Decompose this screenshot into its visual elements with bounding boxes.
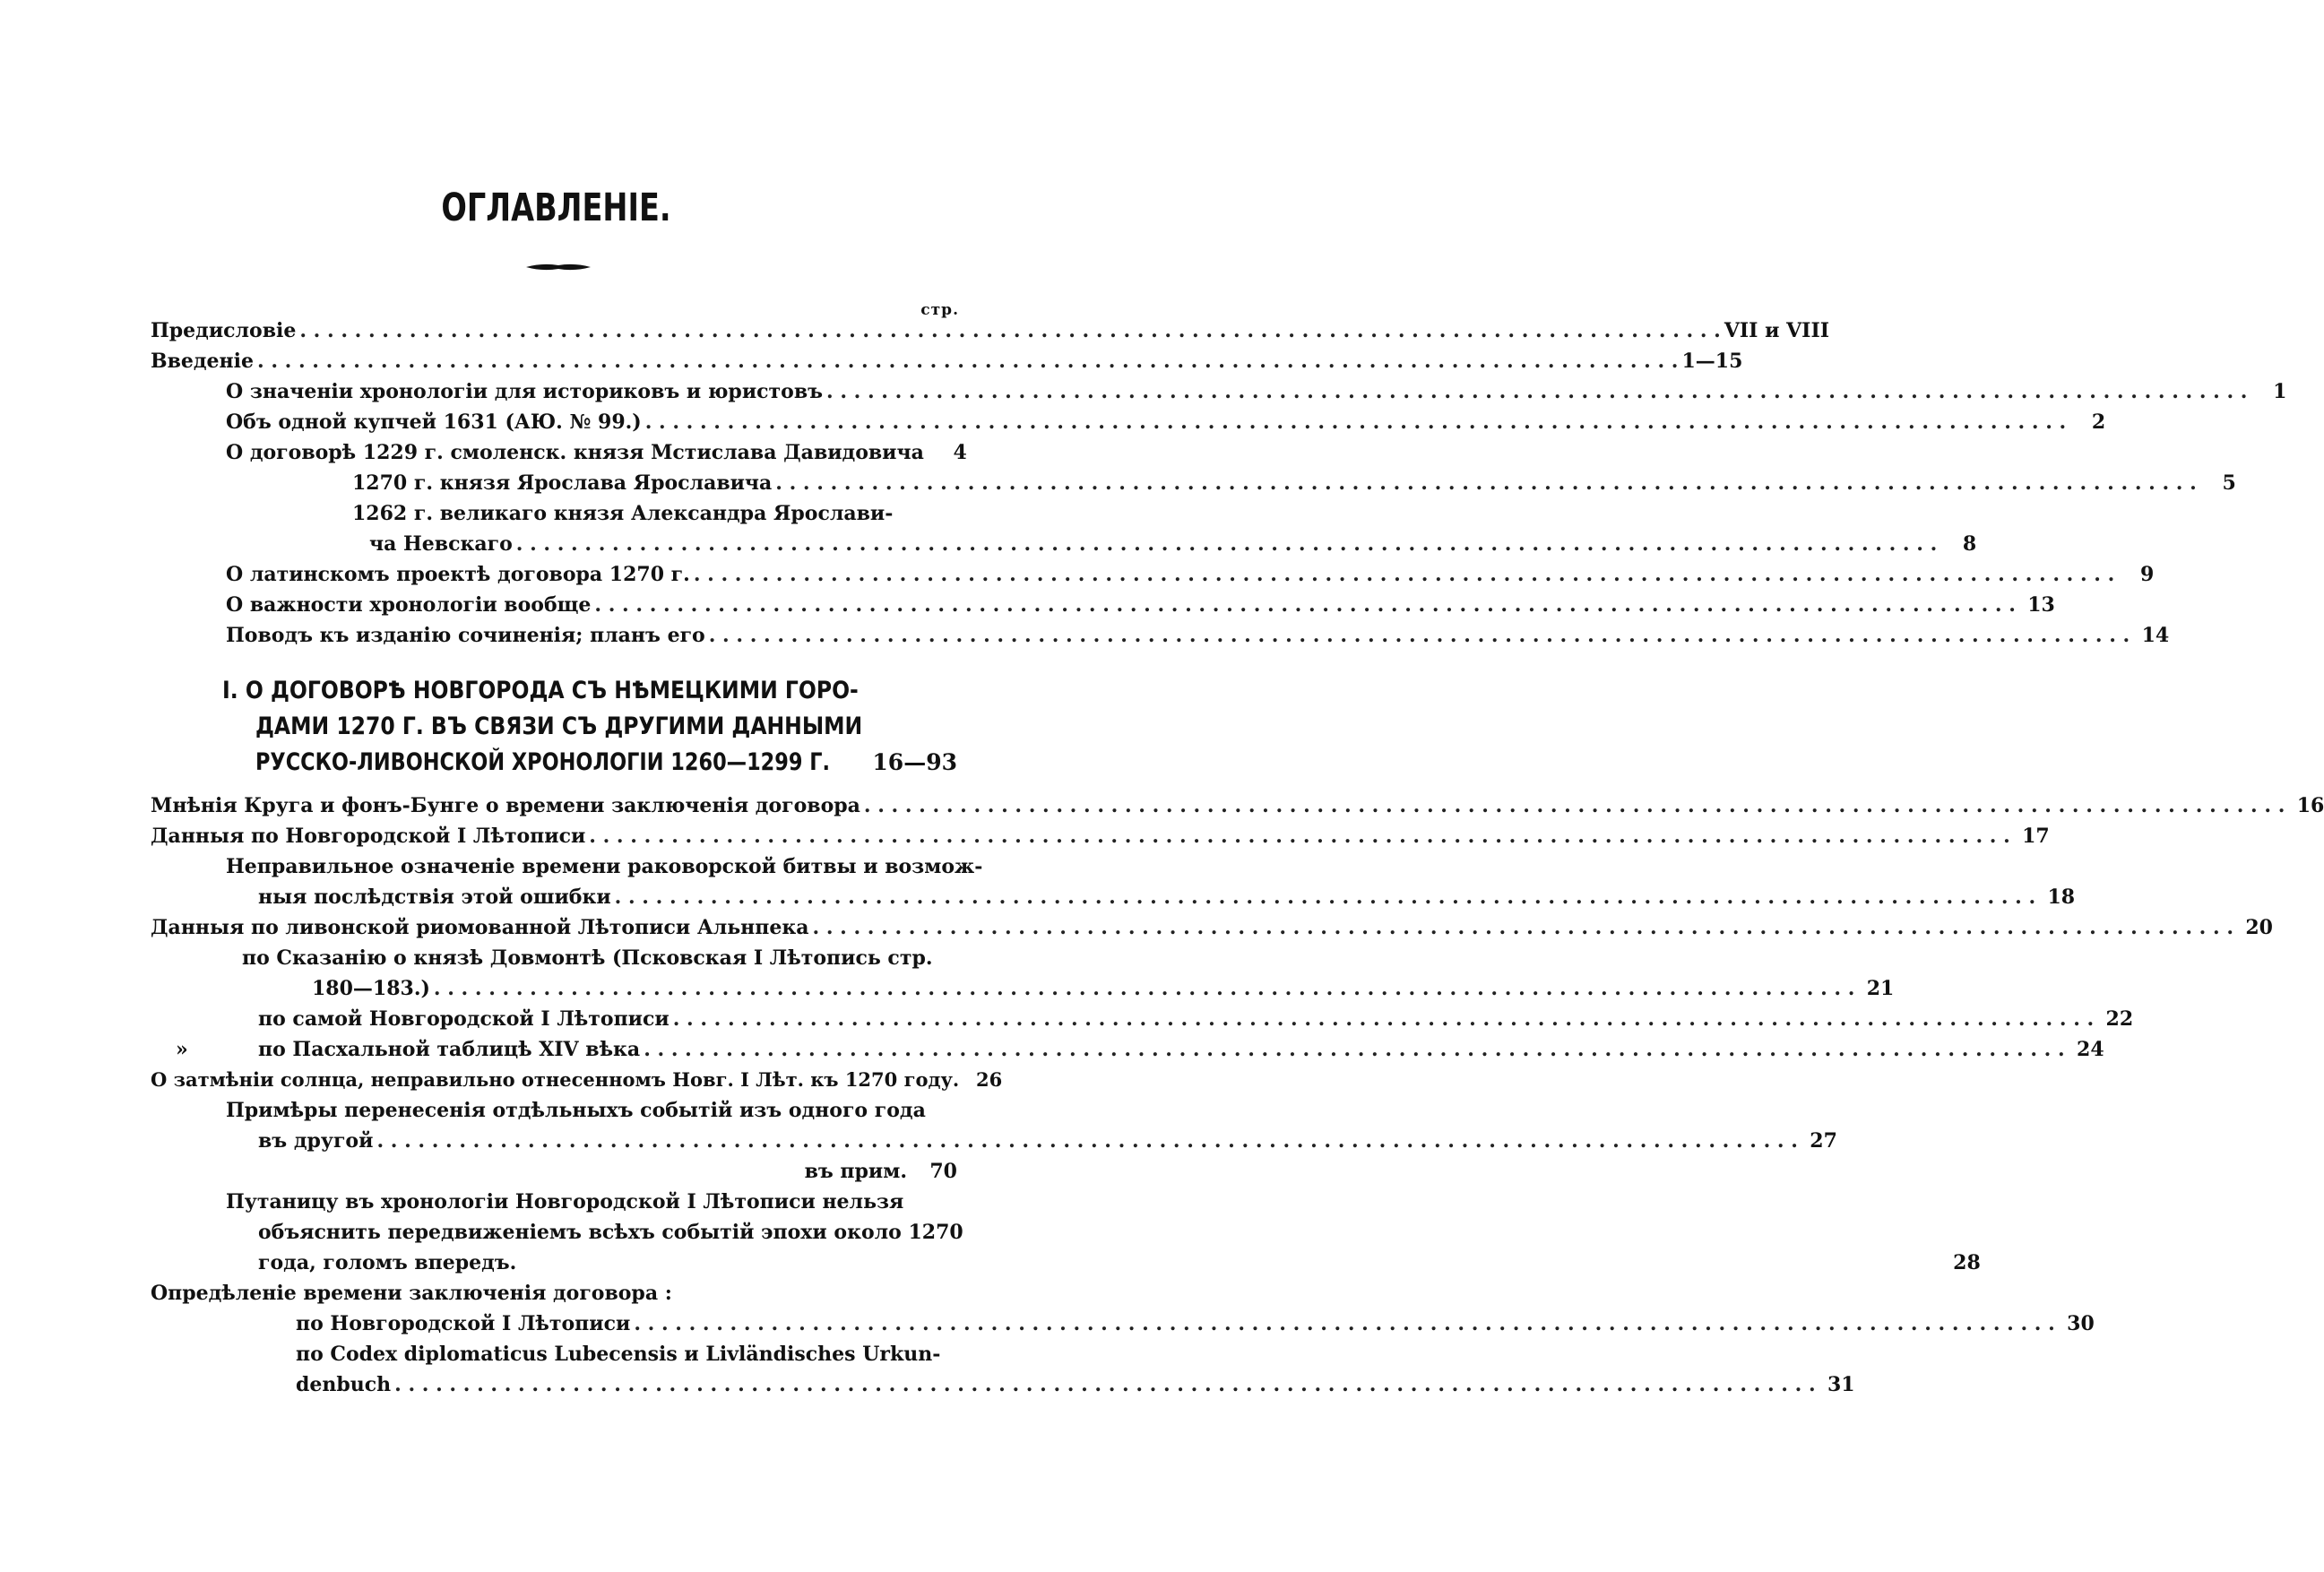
toc-entry-title: Введеніе	[151, 350, 254, 373]
toc-entry[interactable]	[151, 1282, 957, 1312]
toc-entry[interactable]	[151, 794, 2324, 825]
toc-entry-page: 8	[1962, 532, 1977, 556]
leader-dots	[709, 624, 2130, 647]
leader-dots	[813, 916, 2233, 939]
toc-entry-page: 17	[2022, 825, 2050, 848]
toc-entry-page: 18	[2047, 885, 2076, 909]
toc-entry[interactable]	[226, 855, 983, 885]
toc-entry[interactable]	[226, 1099, 957, 1129]
leader-dots	[516, 532, 1937, 556]
toc-entry[interactable]	[226, 1190, 957, 1221]
toc-entry-title: по Codex diplomaticus Lubecensis и Livländisches Urkun-	[296, 1343, 941, 1366]
leader-dots	[644, 1038, 2064, 1061]
page-title: ОГЛАВЛЕНІЕ.	[441, 186, 671, 230]
toc-entry-page: 20	[2245, 916, 2273, 939]
toc-entry[interactable]	[789, 1160, 957, 1190]
toc-entry-page: 4	[953, 441, 967, 464]
toc-entry[interactable]	[226, 593, 2055, 624]
toc-entry[interactable]	[296, 1343, 957, 1373]
toc-entry-page: 31	[1827, 1373, 1855, 1396]
toc-entry[interactable]	[226, 380, 2287, 410]
toc-entry[interactable]	[258, 1221, 963, 1251]
leader-dots	[634, 1312, 2054, 1335]
toc-entry-page: 5	[2222, 471, 2236, 495]
toc-entry-title: по самой Новгородской I Лѣтописи	[258, 1007, 670, 1031]
toc-entry[interactable]	[226, 624, 2170, 654]
toc-entry-title: 1262 г. великаго князя Александра Ярослави-	[352, 502, 894, 525]
toc-entry-title: О важности хронологіи вообще	[226, 593, 592, 617]
toc-entry-title: Мнѣнія Круга и фонъ-Бунге о времени заключенія договора	[151, 794, 860, 817]
toc-entry-title: въ другой	[258, 1129, 374, 1153]
leader-dots	[864, 794, 2285, 817]
toc-entry-title: О значеніи хронологіи для историковъ и юристовъ	[226, 380, 823, 403]
toc-entry-page: 24	[2077, 1038, 2104, 1061]
toc-entry-page: 27	[1810, 1129, 1837, 1153]
leader-dots	[826, 380, 2247, 403]
toc-entry[interactable]	[352, 471, 2236, 502]
toc-entry-title: 180—183.)	[312, 977, 430, 1000]
toc-entry[interactable]	[258, 885, 2076, 916]
toc-entry-title: Опредѣленіе времени заключенія договора :	[151, 1282, 672, 1305]
toc-entry-title: объяснить передвиженіемъ всѣхъ событій эпохи около 1270	[258, 1221, 963, 1244]
leader-dots	[694, 563, 2114, 586]
toc-entry[interactable]	[258, 1038, 2104, 1068]
section-heading-line: РУССКО-ЛИВОНСКОЙ ХРОНОЛОГІИ 1260—1299 Г.	[255, 748, 831, 776]
leader-dots	[434, 977, 1854, 1000]
toc-entry[interactable]	[258, 1251, 1981, 1282]
toc-entry-title: по Пасхальной таблицѣ XIV вѣка	[258, 1038, 641, 1061]
leader-dots	[299, 319, 1720, 342]
toc-entry-page: 13	[2027, 593, 2055, 617]
toc-entry-page: 26	[975, 1068, 1003, 1091]
toc-entry-title: 1270 г. князя Ярослава Ярославича	[352, 471, 773, 495]
toc-entry-title: ныя послѣдствія этой ошибки	[258, 885, 611, 909]
toc-entry[interactable]	[296, 1312, 2095, 1343]
leader-dots	[615, 885, 2035, 909]
toc-entry[interactable]	[151, 1068, 1003, 1099]
toc-entry-title: Предисловіе	[151, 319, 297, 342]
section-pages: 16—93	[872, 749, 957, 775]
toc-entry[interactable]	[242, 946, 957, 977]
toc-entry-page: 30	[2067, 1312, 2095, 1335]
toc-entry-title: Поводъ къ изданію сочиненія; планъ его	[226, 624, 705, 647]
toc-entry-page: 9	[2139, 563, 2155, 586]
section-heading-line: I. О ДОГОВОРѢ НОВГОРОДА СЪ НѢМЕЦКИМИ ГОРО-	[222, 677, 859, 704]
toc-entry[interactable]	[258, 1007, 2134, 1038]
toc-entry-title: О договорѣ 1229 г. смоленск. князя Мстислава Давидовича	[226, 441, 924, 464]
toc-entry[interactable]	[151, 350, 1743, 380]
toc-entry-title: ча Невскаго	[369, 532, 513, 556]
toc-entry[interactable]	[258, 1129, 1837, 1160]
leader-dots	[589, 825, 2009, 848]
toc-entry-title: по Сказанію о князѣ Довмонтѣ (Псковская I Лѣтопись стр.	[242, 946, 933, 970]
toc-entry[interactable]	[151, 825, 2050, 855]
toc-entry-title: Путаницу въ хронологіи Новгородской I Лѣтописи нельзя	[226, 1190, 904, 1214]
ditto-mark: »	[176, 1038, 188, 1061]
leader-dots	[376, 1129, 1797, 1153]
toc-entry-title: года, голомъ впередъ.	[258, 1251, 517, 1274]
toc-entry-title: Объ одной купчей 1631 (АЮ. № 99.)	[226, 410, 642, 434]
toc-entry-title: О латинскомъ проектѣ договора 1270 г.	[226, 563, 690, 586]
leader-dots	[394, 1373, 1815, 1396]
section-heading-line: ДАМИ 1270 Г. ВЪ СВЯЗИ СЪ ДРУГИМИ ДАННЫМИ	[255, 713, 863, 740]
toc-entry-page: 16	[2296, 794, 2324, 817]
toc-entry-title: Данныя по Новгородской I Лѣтописи	[151, 825, 586, 848]
toc-entry-page: 1—15	[1681, 350, 1743, 373]
toc-entry-page: 28	[1953, 1251, 1981, 1274]
toc-entry[interactable]	[226, 410, 2106, 441]
leader-dots	[775, 471, 2196, 495]
toc-entry-page: 22	[2105, 1007, 2134, 1031]
leader-dots	[257, 350, 1678, 373]
leader-dots	[673, 1007, 2094, 1031]
toc-entry-title: Неправильное означеніе времени раковорской битвы и возмож-	[226, 855, 983, 878]
toc-entry[interactable]	[312, 977, 1895, 1007]
toc-entry-title: Примѣры перенесенія отдѣльныхъ событій изъ одного года	[226, 1099, 926, 1122]
toc-entry[interactable]	[352, 502, 957, 532]
toc-entry[interactable]	[369, 532, 1977, 563]
toc-entry-title: О затмѣніи солнца, неправильно отнесенномъ Новг. I Лѣт. къ 1270 году.	[151, 1068, 960, 1091]
toc-entry[interactable]	[226, 441, 967, 471]
toc-entry-page: 1	[2273, 380, 2287, 403]
toc-entry-page: VII и VIII	[1724, 319, 1830, 342]
page-column-label: стр.	[920, 301, 959, 319]
toc-entry-title: denbuch	[296, 1373, 392, 1396]
toc-entry-title: по Новгородской I Лѣтописи	[296, 1312, 631, 1335]
toc-entry-note: въ прим.	[804, 1160, 907, 1183]
ornament-divider	[524, 261, 592, 273]
toc-entry[interactable]	[226, 563, 2155, 593]
leader-dots	[594, 593, 2015, 617]
toc-entry-page: 14	[2141, 624, 2170, 647]
toc-entry-page: 21	[1866, 977, 1895, 1000]
toc-entry-page: 2	[2091, 410, 2106, 434]
toc-entry[interactable]	[296, 1373, 1855, 1404]
leader-dots	[645, 410, 2066, 434]
toc-entry-title: Данныя по ливонской риомованной Лѣтописи Альнпека	[151, 916, 809, 939]
toc-entry-page: 70	[929, 1160, 957, 1183]
toc-entry[interactable]	[151, 319, 1830, 350]
toc-entry[interactable]	[151, 916, 2273, 946]
